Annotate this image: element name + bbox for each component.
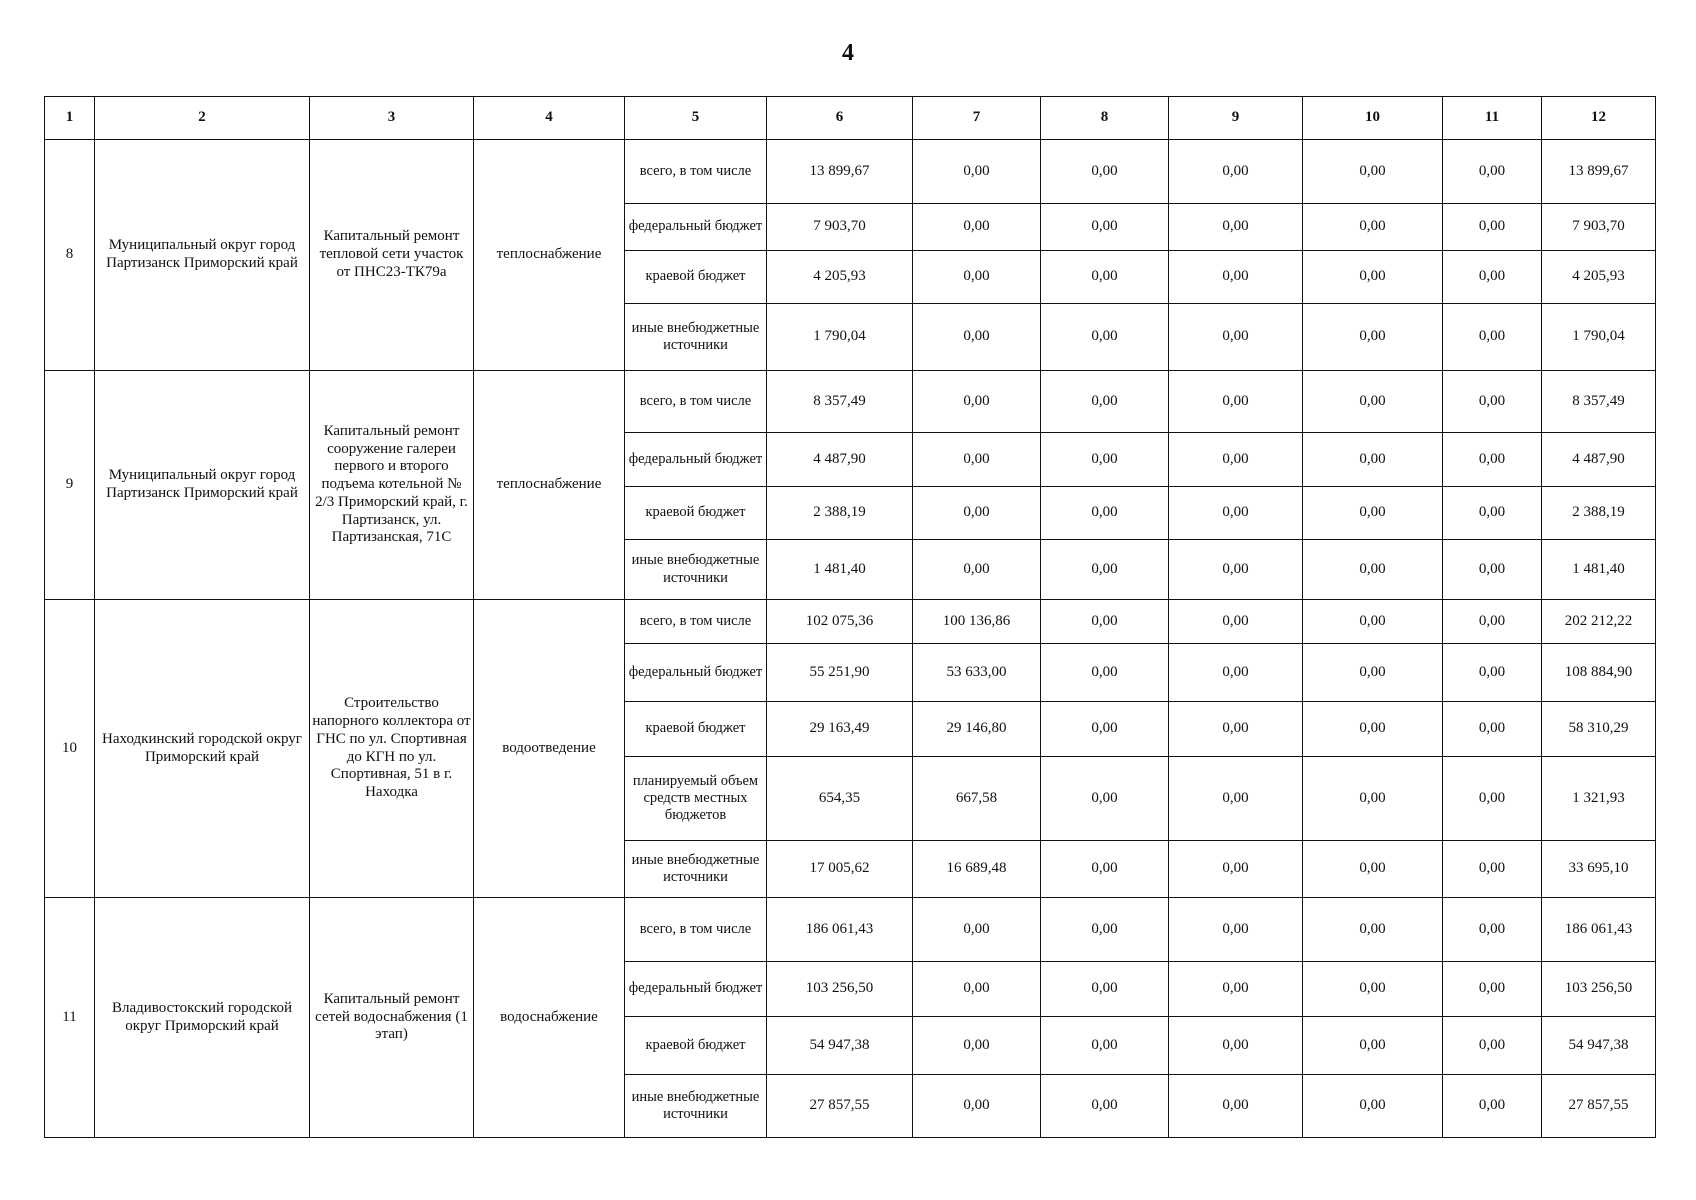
service-type-cell: теплоснабжение	[474, 371, 625, 600]
amount-cell: 7 903,70	[1542, 204, 1656, 251]
amount-cell: 1 481,40	[1542, 540, 1656, 600]
amount-cell: 0,00	[1041, 540, 1169, 600]
row-number: 8	[45, 140, 95, 371]
amount-cell: 54 947,38	[1542, 1017, 1656, 1075]
column-header: 7	[913, 97, 1041, 140]
amount-cell: 0,00	[1169, 204, 1303, 251]
amount-cell: 29 146,80	[913, 702, 1041, 757]
funding-source-cell: всего, в том числе	[625, 140, 767, 204]
amount-cell: 0,00	[1303, 251, 1443, 304]
amount-cell: 0,00	[913, 487, 1041, 540]
amount-cell: 16 689,48	[913, 841, 1041, 898]
amount-cell: 0,00	[913, 304, 1041, 371]
amount-cell: 0,00	[913, 371, 1041, 433]
amount-cell: 0,00	[1169, 644, 1303, 702]
amount-cell: 0,00	[1443, 757, 1542, 841]
amount-cell: 0,00	[1041, 841, 1169, 898]
amount-cell: 0,00	[1169, 898, 1303, 962]
amount-cell: 0,00	[1041, 962, 1169, 1017]
amount-cell: 0,00	[1169, 140, 1303, 204]
amount-cell: 33 695,10	[1542, 841, 1656, 898]
amount-cell: 0,00	[913, 1017, 1041, 1075]
amount-cell: 0,00	[1041, 204, 1169, 251]
funding-source-cell: краевой бюджет	[625, 702, 767, 757]
amount-cell: 8 357,49	[767, 371, 913, 433]
service-type-cell: водоснабжение	[474, 898, 625, 1138]
object-cell: Капитальный ремонт тепловой сети участок от ПНС23-ТК79а	[310, 140, 474, 371]
amount-cell: 0,00	[913, 251, 1041, 304]
amount-cell: 27 857,55	[1542, 1075, 1656, 1138]
amount-cell: 0,00	[1041, 757, 1169, 841]
amount-cell: 100 136,86	[913, 600, 1041, 644]
amount-cell: 27 857,55	[767, 1075, 913, 1138]
amount-cell: 0,00	[1443, 702, 1542, 757]
amount-cell: 2 388,19	[1542, 487, 1656, 540]
row-number: 10	[45, 600, 95, 898]
funding-source-cell: планируемый объем средств местных бюджетов	[625, 757, 767, 841]
amount-cell: 0,00	[1169, 304, 1303, 371]
amount-cell: 0,00	[1169, 251, 1303, 304]
amount-cell: 0,00	[1169, 487, 1303, 540]
amount-cell: 17 005,62	[767, 841, 913, 898]
amount-cell: 0,00	[1169, 757, 1303, 841]
amount-cell: 0,00	[1443, 433, 1542, 487]
amount-cell: 0,00	[1303, 540, 1443, 600]
municipality-cell: Муниципальный округ город Партизанск Приморский край	[95, 371, 310, 600]
funding-source-cell: всего, в том числе	[625, 898, 767, 962]
amount-cell: 0,00	[1169, 371, 1303, 433]
municipality-cell: Находкинский городской округ Приморский край	[95, 600, 310, 898]
amount-cell: 0,00	[1443, 1017, 1542, 1075]
amount-cell: 0,00	[1041, 140, 1169, 204]
amount-cell: 0,00	[1041, 251, 1169, 304]
amount-cell: 0,00	[1169, 1017, 1303, 1075]
amount-cell: 4 205,93	[767, 251, 913, 304]
municipality-cell: Владивостокский городской округ Приморский край	[95, 898, 310, 1138]
column-header: 4	[474, 97, 625, 140]
amount-cell: 102 075,36	[767, 600, 913, 644]
column-header: 12	[1542, 97, 1656, 140]
funding-source-cell: краевой бюджет	[625, 251, 767, 304]
amount-cell: 0,00	[1303, 757, 1443, 841]
amount-cell: 0,00	[1169, 1075, 1303, 1138]
object-cell: Капитальный ремонт сооружение галереи первого и второго подъема котельной № 2/3 Приморский край, г. Партизанск, ул. Партизанская, 71С	[310, 371, 474, 600]
service-type-cell: водоотведение	[474, 600, 625, 898]
amount-cell: 53 633,00	[913, 644, 1041, 702]
amount-cell: 0,00	[1443, 204, 1542, 251]
amount-cell: 0,00	[1041, 702, 1169, 757]
financing-table	[44, 96, 1656, 1138]
amount-cell: 0,00	[913, 540, 1041, 600]
amount-cell: 13 899,67	[1542, 140, 1656, 204]
funding-source-cell: иные внебюджетные источники	[625, 841, 767, 898]
amount-cell: 202 212,22	[1542, 600, 1656, 644]
amount-cell: 54 947,38	[767, 1017, 913, 1075]
row-number: 9	[45, 371, 95, 600]
column-header: 9	[1169, 97, 1303, 140]
table-body	[45, 140, 1656, 1138]
amount-cell: 667,58	[913, 757, 1041, 841]
amount-cell: 1 481,40	[767, 540, 913, 600]
funding-source-cell: федеральный бюджет	[625, 204, 767, 251]
amount-cell: 0,00	[1443, 898, 1542, 962]
amount-cell: 0,00	[1169, 962, 1303, 1017]
amount-cell: 0,00	[1443, 962, 1542, 1017]
amount-cell: 0,00	[1169, 841, 1303, 898]
amount-cell: 0,00	[1443, 371, 1542, 433]
amount-cell: 0,00	[913, 962, 1041, 1017]
funding-source-cell: иные внебюджетные источники	[625, 540, 767, 600]
funding-source-cell: всего, в том числе	[625, 600, 767, 644]
amount-cell: 0,00	[1303, 898, 1443, 962]
amount-cell: 1 790,04	[767, 304, 913, 371]
amount-cell: 0,00	[1169, 600, 1303, 644]
column-header: 6	[767, 97, 913, 140]
table-row	[45, 371, 1656, 433]
funding-source-cell: иные внебюджетные источники	[625, 304, 767, 371]
amount-cell: 0,00	[1303, 371, 1443, 433]
funding-source-cell: иные внебюджетные источники	[625, 1075, 767, 1138]
amount-cell: 103 256,50	[1542, 962, 1656, 1017]
amount-cell: 0,00	[1303, 600, 1443, 644]
table-row	[45, 600, 1656, 644]
amount-cell: 0,00	[1303, 1017, 1443, 1075]
amount-cell: 186 061,43	[1542, 898, 1656, 962]
municipality-cell: Муниципальный округ город Партизанск Приморский край	[95, 140, 310, 371]
column-header: 3	[310, 97, 474, 140]
amount-cell: 0,00	[1303, 702, 1443, 757]
amount-cell: 0,00	[913, 1075, 1041, 1138]
table-row	[45, 140, 1656, 204]
amount-cell: 0,00	[913, 898, 1041, 962]
amount-cell: 0,00	[1443, 140, 1542, 204]
amount-cell: 0,00	[1303, 1075, 1443, 1138]
amount-cell: 0,00	[913, 433, 1041, 487]
funding-source-cell: федеральный бюджет	[625, 644, 767, 702]
amount-cell: 0,00	[1041, 371, 1169, 433]
amount-cell: 0,00	[1303, 644, 1443, 702]
amount-cell: 654,35	[767, 757, 913, 841]
page-number: 4	[842, 40, 854, 66]
amount-cell: 2 388,19	[767, 487, 913, 540]
amount-cell: 0,00	[1303, 204, 1443, 251]
column-header: 10	[1303, 97, 1443, 140]
amount-cell: 0,00	[1303, 140, 1443, 204]
service-type-cell: теплоснабжение	[474, 140, 625, 371]
row-number: 11	[45, 898, 95, 1138]
funding-source-cell: федеральный бюджет	[625, 433, 767, 487]
amount-cell: 0,00	[1169, 433, 1303, 487]
amount-cell: 58 310,29	[1542, 702, 1656, 757]
amount-cell: 0,00	[1443, 540, 1542, 600]
amount-cell: 55 251,90	[767, 644, 913, 702]
amount-cell: 1 321,93	[1542, 757, 1656, 841]
funding-source-cell: федеральный бюджет	[625, 962, 767, 1017]
amount-cell: 0,00	[1303, 841, 1443, 898]
amount-cell: 186 061,43	[767, 898, 913, 962]
amount-cell: 0,00	[1169, 702, 1303, 757]
amount-cell: 1 790,04	[1542, 304, 1656, 371]
amount-cell: 13 899,67	[767, 140, 913, 204]
funding-source-cell: краевой бюджет	[625, 487, 767, 540]
amount-cell: 0,00	[1169, 540, 1303, 600]
amount-cell: 4 487,90	[1542, 433, 1656, 487]
amount-cell: 0,00	[1041, 487, 1169, 540]
column-header: 2	[95, 97, 310, 140]
amount-cell: 0,00	[1041, 600, 1169, 644]
amount-cell: 8 357,49	[1542, 371, 1656, 433]
column-header: 1	[45, 97, 95, 140]
amount-cell: 0,00	[1303, 304, 1443, 371]
table-row	[45, 898, 1656, 962]
amount-cell: 103 256,50	[767, 962, 913, 1017]
column-header: 8	[1041, 97, 1169, 140]
amount-cell: 0,00	[1443, 251, 1542, 304]
amount-cell: 4 487,90	[767, 433, 913, 487]
amount-cell: 0,00	[1303, 487, 1443, 540]
amount-cell: 0,00	[1041, 644, 1169, 702]
amount-cell: 0,00	[1041, 1017, 1169, 1075]
column-header: 5	[625, 97, 767, 140]
funding-source-cell: всего, в том числе	[625, 371, 767, 433]
amount-cell: 0,00	[913, 204, 1041, 251]
amount-cell: 108 884,90	[1542, 644, 1656, 702]
amount-cell: 0,00	[1041, 304, 1169, 371]
amount-cell: 0,00	[1041, 898, 1169, 962]
amount-cell: 0,00	[1303, 433, 1443, 487]
amount-cell: 0,00	[913, 140, 1041, 204]
column-header: 11	[1443, 97, 1542, 140]
amount-cell: 0,00	[1443, 304, 1542, 371]
amount-cell: 0,00	[1303, 962, 1443, 1017]
amount-cell: 4 205,93	[1542, 251, 1656, 304]
object-cell: Строительство напорного коллектора от ГНС по ул. Спортивная до КГН по ул. Спортивная, 51 в г. Находка	[310, 600, 474, 898]
amount-cell: 0,00	[1443, 1075, 1542, 1138]
amount-cell: 29 163,49	[767, 702, 913, 757]
object-cell: Капитальный ремонт сетей водоснабжения (1 этап)	[310, 898, 474, 1138]
amount-cell: 0,00	[1443, 600, 1542, 644]
amount-cell: 0,00	[1041, 1075, 1169, 1138]
amount-cell: 7 903,70	[767, 204, 913, 251]
amount-cell: 0,00	[1443, 487, 1542, 540]
header-row	[45, 97, 1656, 140]
funding-source-cell: краевой бюджет	[625, 1017, 767, 1075]
amount-cell: 0,00	[1041, 433, 1169, 487]
amount-cell: 0,00	[1443, 841, 1542, 898]
amount-cell: 0,00	[1443, 644, 1542, 702]
